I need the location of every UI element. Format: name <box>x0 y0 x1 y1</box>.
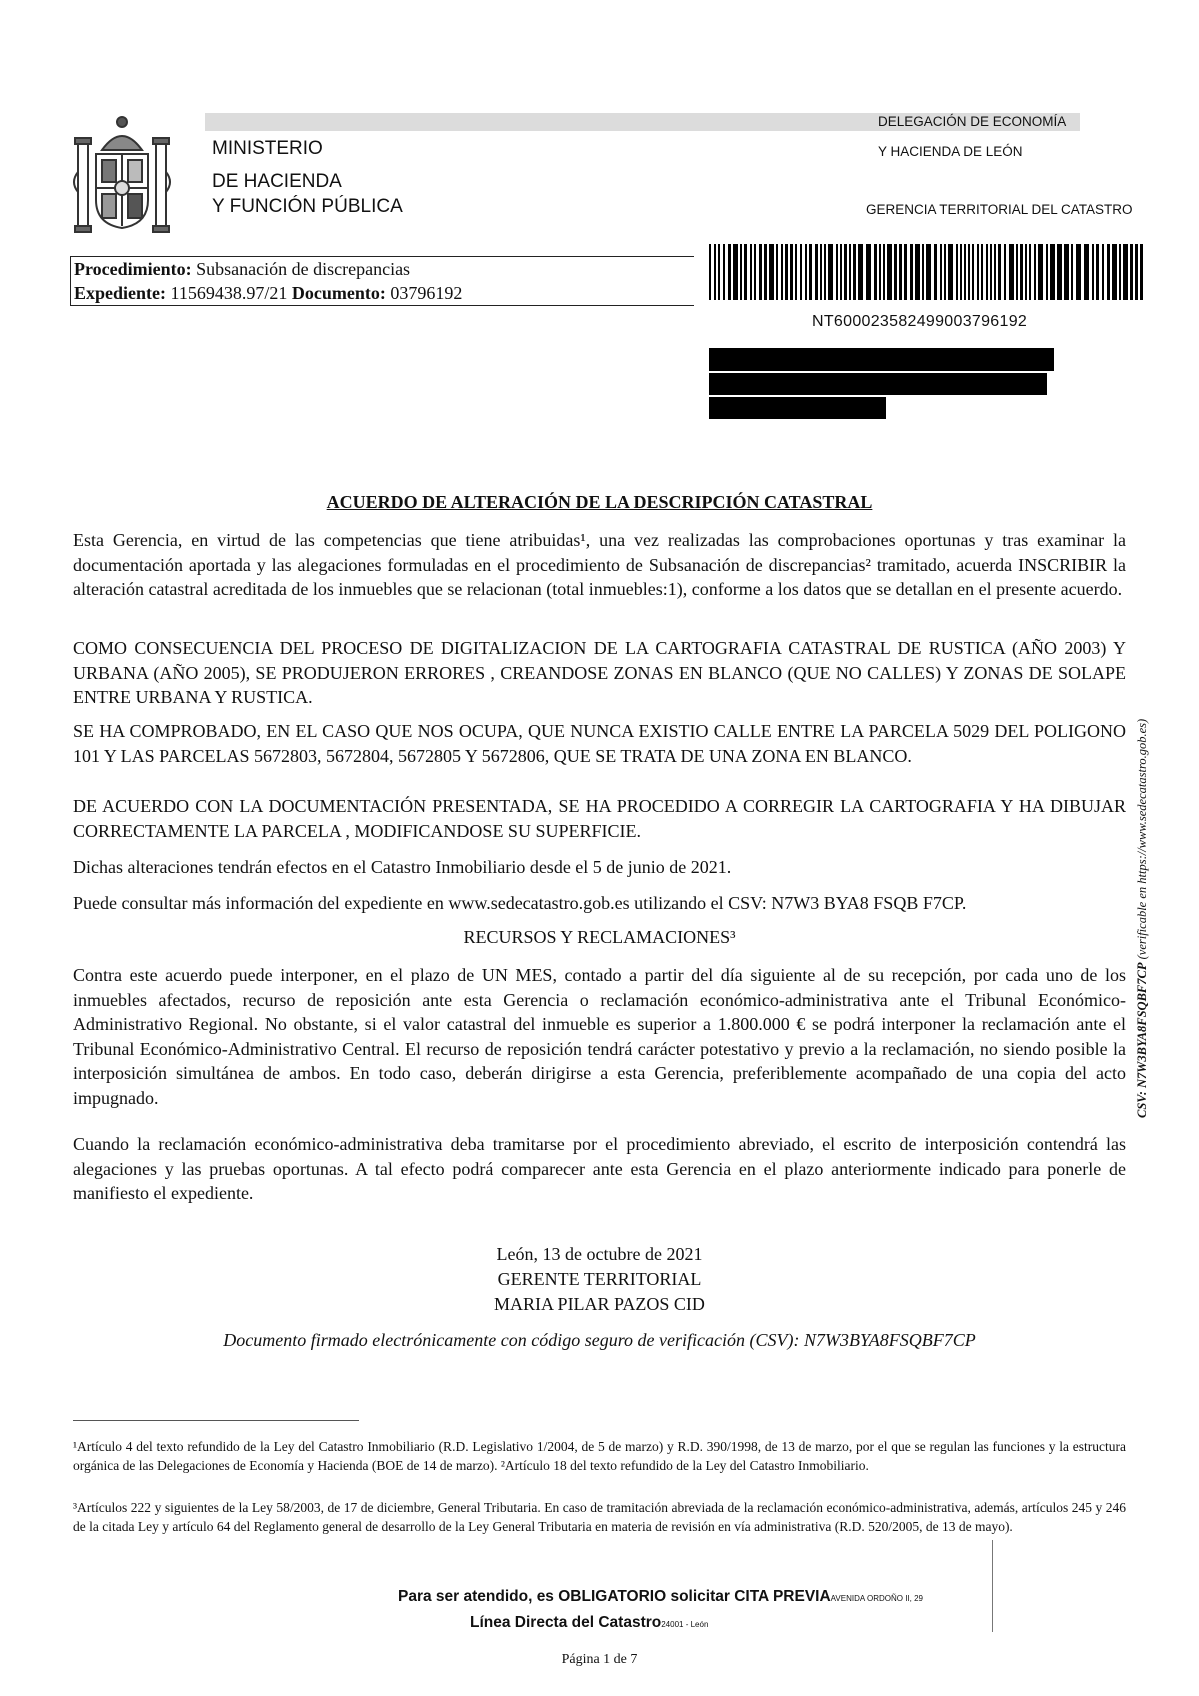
footnote-1: ¹Artículo 4 del texto refundido de la Ley del Catastro Inmobiliario (R.D. Legislativo 1/2004, de 5 de marzo) y R.D. 390/1998, de 13 de marzo, por el que se regulan las funciones y la estructura orgánica de las Delegaciones de Economía y Hacienda (BOE de 14 de marzo). ²Artículo 18 del texto refundido de la Ley del Catastro Inmobiliario. <box>73 1439 1126 1473</box>
footnote-rule <box>73 1420 359 1421</box>
spain-coat-of-arms-icon <box>72 112 172 236</box>
page-number: Página 1 de 7 <box>561 1652 638 1667</box>
body-paragraph: SE HA COMPROBADO, EN EL CASO QUE NOS OCUPA, QUE NUNCA EXISTIO CALLE ENTRE LA PARCELA 5029 DEL POLIGONO 101 Y LAS PARCELAS 5672803, 5672804, 5672805 Y 5672806, QUE SE TRATA DE UNA ZONA EN BLANCO. <box>73 721 1126 766</box>
signature-name: MARIA PILAR PAZOS CID <box>494 1294 705 1314</box>
footnote-3: ³Artículos 222 y siguientes de la Ley 58/2003, de 17 de diciembre, General Tributaria. En caso de tramitación abreviada de la reclamación económico-administrativa, además, artículos 245 y 246 de la citada Ley y artículo 64 del Reglamento general de desarrollo de la Ley General Tributaria en materia de revisión en vía administrativa (R.D. 520/2005, de 13 de mayo). <box>73 1500 1126 1534</box>
body-paragraph: Cuando la reclamación económico-administrativa deba tramitarse por el procedimiento abreviado, el escrito de interposición contendrá las alegaciones y las pruebas oportunas. A tal efecto podrá comparecer ante esta Gerencia en el plazo anteriormente indicado para ponerle de manifiesto el expediente. <box>73 1134 1126 1203</box>
footer-address-2: 24001 - León <box>661 1620 709 1629</box>
linea-directa-line <box>470 1614 708 1632</box>
documento-label: Documento: <box>291 283 386 303</box>
csv-signature-note: Documento firmado electrónicamente con código seguro de verificación (CSV): N7W3BYA8FSQBF7CP <box>223 1330 976 1350</box>
ministry-line2: DE HACIENDA <box>212 171 342 192</box>
expediente-value: 11569438.97/21 <box>166 283 292 303</box>
expediente-line <box>74 281 694 305</box>
cita-previa-text: Para ser atendido, es OBLIGATORIO solicitar CITA PREVIA <box>398 1588 831 1605</box>
document-title: ACUERDO DE ALTERACIÓN DE LA DESCRIPCIÓN CATASTRAL <box>326 492 873 512</box>
gerencia-label: GERENCIA TERRITORIAL DEL CATASTRO <box>866 202 1133 217</box>
body-paragraph: DE ACUERDO CON LA DOCUMENTACIÓN PRESENTADA, SE HA PROCEDIDO A CORREGIR LA CARTOGRAFIA Y HA DIBUJAR CORRECTAMENTE LA PARCELA , MODIFICANDOSE SU SUPERFICIE. <box>73 796 1126 841</box>
procedimiento-line <box>74 257 694 281</box>
delegation-line2: Y HACIENDA DE LEÓN <box>878 144 1023 159</box>
side-csv-code: CSV: N7W3BYA8FSQBF7CP <box>1135 962 1149 1118</box>
barcode-number: NT600023582499003796192 <box>812 313 1028 330</box>
recursos-heading: RECURSOS Y RECLAMACIONES³ <box>463 927 736 947</box>
side-csv-text <box>1135 719 1150 1118</box>
redacted-block <box>709 348 1054 371</box>
documento-value: 03796192 <box>385 283 463 303</box>
body-paragraph: Dichas alteraciones tendrán efectos en el Catastro Inmobiliario desde el 5 de junio de 2021. <box>73 857 732 877</box>
barcode-image <box>709 244 1143 300</box>
ministry-line1: MINISTERIO <box>212 138 323 159</box>
body-paragraph: Esta Gerencia, en virtud de las competencias que tiene atribuidas¹, una vez realizadas las comprobaciones oportunas y tras examinar la documentación aportada y las alegaciones formuladas en el procedimiento de Subsanación de discrepancias² tramitado, acuerda INSCRIBIR la alteración catastral acreditada de los inmuebles que se relacionan (total inmuebles:1), conforme a los datos que se detallan en el presente acuerdo. <box>73 530 1126 599</box>
redacted-block <box>709 373 1047 395</box>
footer-address-1: AVENIDA ORDOÑO II, 29 <box>830 1594 923 1603</box>
delegation-line1: DELEGACIÓN DE ECONOMÍA <box>878 114 1067 129</box>
body-paragraph: Contra este acuerdo puede interponer, en el plazo de UN MES, contado a partir del día siguiente al de su recepción, por cada uno de los inmuebles afectados, recurso de reposición ante esta Gerencia o reclamación económico-administrativa ante el Tribunal Económico-Administrativo Regional. No obstante, si el valor catastral del inmueble es superior a 1.800.000 € se podrá interponer la reclamación ante el Tribunal Económico-Administrativo Central. El recurso de reposición tendrá carácter potestativo y previo a la reclamación, no siendo posible la interposición simultánea de ambos. En todo caso, deberán dirigirse a esta Gerencia, preferiblemente acompañado de una copia del acto impugnado. <box>73 965 1126 1108</box>
signature-role: GERENTE TERRITORIAL <box>497 1269 702 1289</box>
footer-divider <box>992 1540 993 1632</box>
side-csv-verify: (verificable en https://www.sedecatastro.gob.es) <box>1135 718 1149 963</box>
expediente-label: Expediente: <box>74 283 166 303</box>
redacted-block <box>709 397 886 419</box>
procedimiento-value: Subsanación de discrepancias <box>191 259 411 279</box>
procedimiento-label: Procedimiento: <box>74 259 192 279</box>
body-paragraph: COMO CONSECUENCIA DEL PROCESO DE DIGITALIZACION DE LA CARTOGRAFIA CATASTRAL DE RUSTICA (AÑO 2003) Y URBANA (AÑO 2005), SE PRODUJERON ERRORES , CREANDOSE ZONAS EN BLANCO (QUE NO CALLES) Y ZONAS DE SOLAPE ENTRE URBANA Y RUSTICA. <box>73 638 1126 707</box>
procedure-box <box>70 256 694 306</box>
cita-previa-line <box>398 1588 923 1606</box>
ministry-line3: Y FUNCIÓN PÚBLICA <box>212 196 403 217</box>
linea-directa-text: Línea Directa del Catastro <box>470 1614 662 1631</box>
body-paragraph: Puede consultar más información del expediente en www.sedecatastro.gob.es utilizando el CSV: N7W3 BYA8 FSQB F7CP. <box>73 893 967 913</box>
signature-place-date: León, 13 de octubre de 2021 <box>496 1244 703 1264</box>
